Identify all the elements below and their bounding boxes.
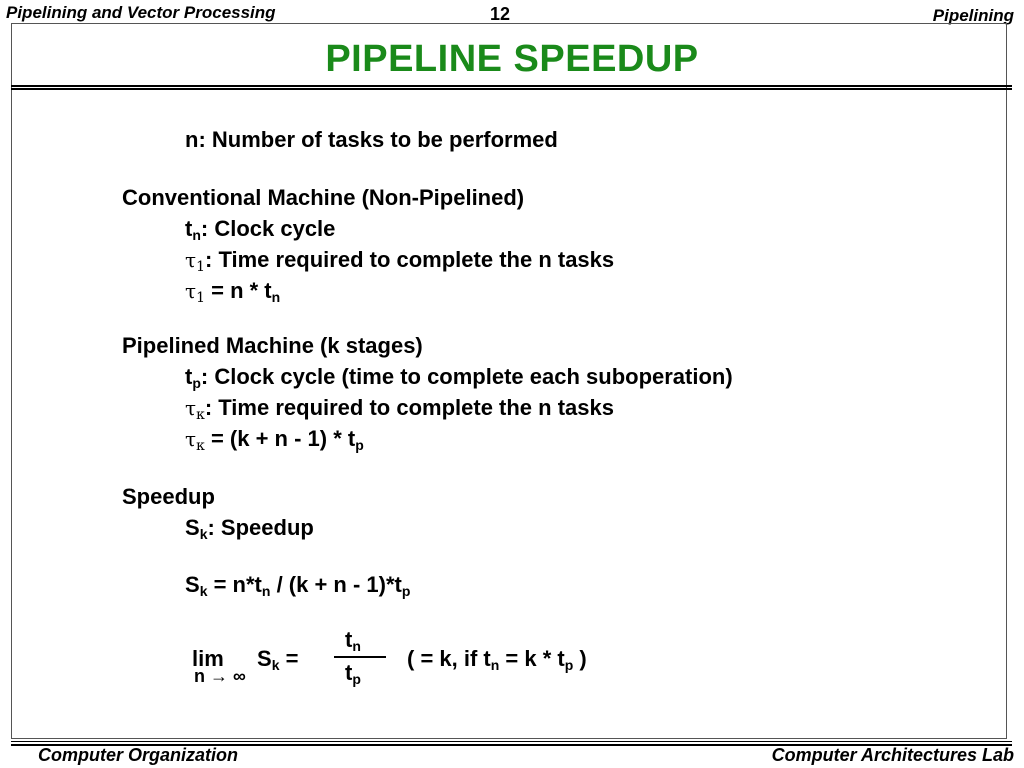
tau1-equation: $\tau_1 = n * t_n$ (185, 278, 281, 306)
sk-definition: $S_k$: Speedup (185, 515, 314, 542)
limit-subscript: n → ∞ (194, 666, 246, 686)
slide-title: PIPELINE SPEEDUP (325, 38, 699, 80)
conventional-heading: Conventional Machine (Non-Pipelined) (122, 185, 525, 210)
pipelined-heading: Pipelined Machine (k stages) (122, 333, 423, 358)
header-topic: Pipelining (932, 6, 1014, 25)
footer-lab: Computer Architectures Lab (771, 745, 1014, 765)
tn-definition: $t_n$: Clock cycle (185, 216, 336, 243)
fraction-numerator: $t_n$ (345, 627, 361, 654)
footer-course: Computer Organization (38, 745, 239, 765)
speedup-heading: Speedup (122, 484, 215, 509)
tauk-equation: $\tau_\kappa = (k + n - 1) * t_p$ (185, 426, 364, 454)
fraction-denominator: $t_p$ (345, 660, 361, 687)
title-rule-top (11, 85, 1012, 87)
tauk-definition: $\tau_\kappa$: Time required to complete the n tasks (185, 395, 614, 423)
limit-sk: $S_k$ = (257, 646, 299, 673)
speedup-formula: $S_k = n*t_n / (k + n - 1)*t_p$ (185, 572, 411, 599)
n-definition: n: Number of tasks to be performed (185, 127, 558, 152)
limit-condition: ( = k, if $t_n = k * t_p$ ) (407, 646, 587, 673)
footer-rule-top (11, 741, 1012, 742)
fraction-bar (334, 656, 386, 658)
title-rule-bottom (11, 88, 1012, 90)
tp-definition: $t_p$: Clock cycle (time to complete each suboperation) (185, 364, 733, 391)
tau1-definition: $\tau_1$: Time required to complete the n tasks (185, 247, 615, 275)
page-number: 12 (490, 4, 511, 24)
header-course-title: Pipelining and Vector Processing (6, 3, 276, 22)
limit-lim: lim (192, 646, 224, 671)
